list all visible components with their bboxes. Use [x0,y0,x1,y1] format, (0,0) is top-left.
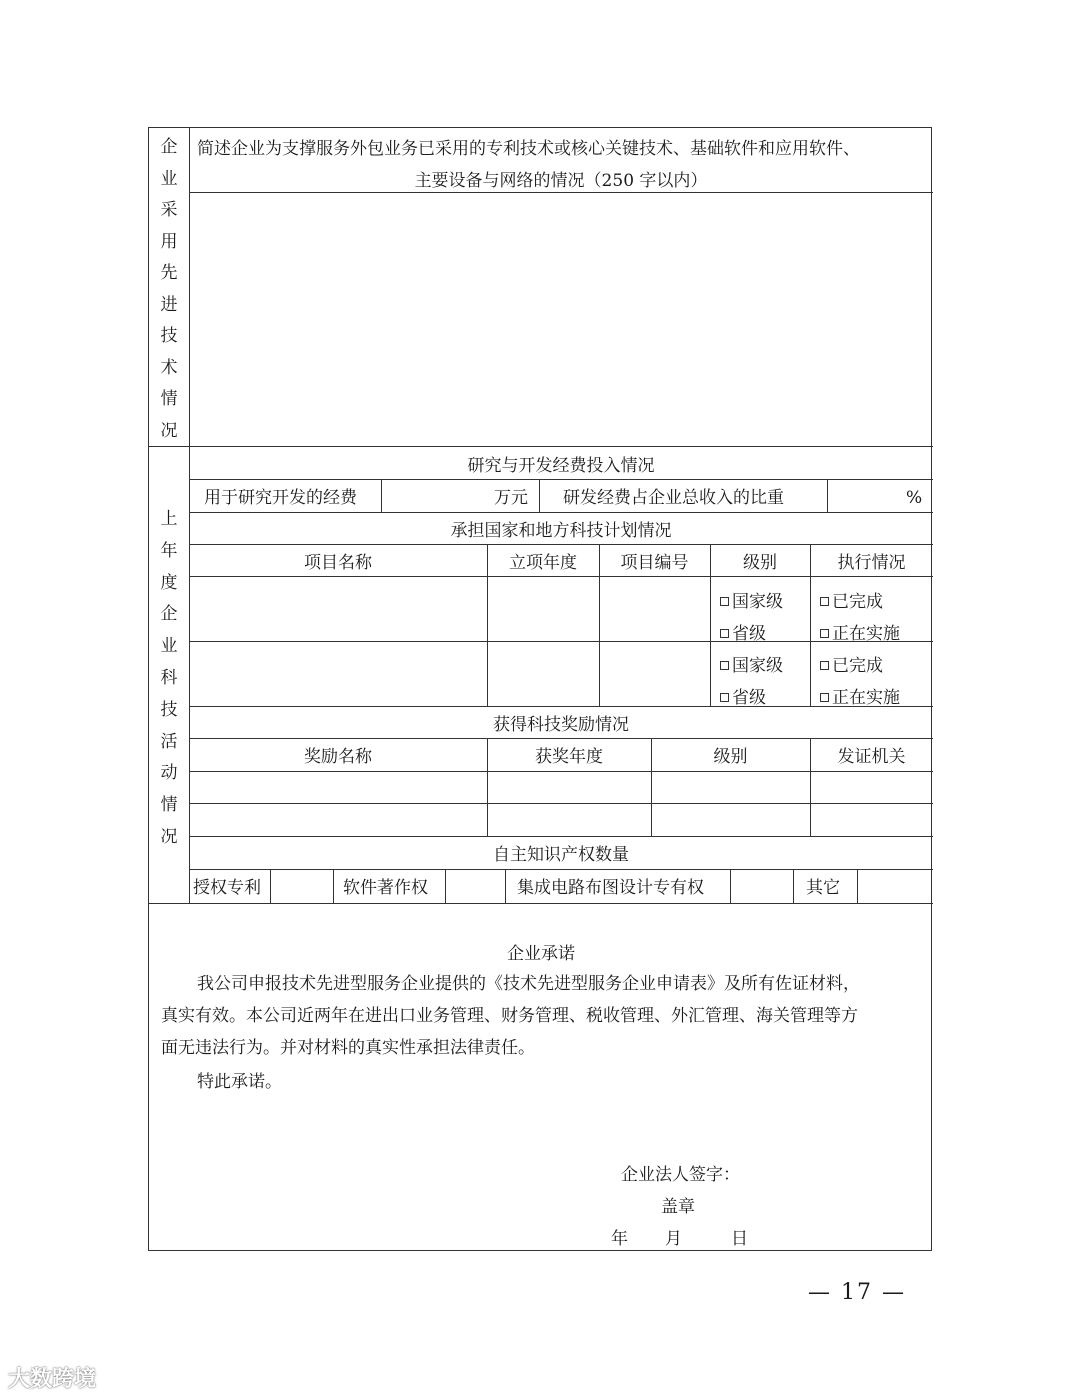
tech-side-char: 技 [160,326,178,346]
activity-side-label [149,504,189,854]
rd-ratio-label: 研发经费占企业总收入的比重 [563,488,784,508]
plan-header-level: 级别 [743,553,777,573]
page-number: — 17 — [808,1280,906,1305]
plan-row2-level-national-checkbox[interactable] [720,651,783,676]
commitment-title: 企业承诺 [507,944,575,964]
application-form-table [148,127,932,1251]
activity-side-char: 技 [160,699,178,720]
tech-side-char: 况 [160,420,178,441]
award-header-year: 获奖年度 [535,747,603,767]
award-title: 获得科技奖励情况 [493,715,629,735]
plan-row2-status-ongoing-label: 正在实施 [832,688,900,708]
plan-row2-level-provincial-checkbox[interactable] [720,683,766,708]
seal-label: 盖章 [661,1197,695,1217]
award-row1[interactable] [190,772,932,802]
activity-side-char: 业 [160,636,178,657]
plan-header-year: 立项年度 [509,553,577,573]
plan-row2-level-national-label: 国家级 [732,656,783,676]
plan-row1-status-done-checkbox[interactable] [820,587,883,612]
tech-side-char: 进 [160,294,178,315]
plan-row2-status-ongoing-checkbox[interactable] [820,683,900,708]
plan-row2-level-provincial-label: 省级 [732,688,766,708]
tech-side-char: 先 [160,263,178,283]
award-row2[interactable] [190,804,932,835]
commitment-line3: 面无违法行为。并对材料的真实性承担法律责任。 [161,1038,535,1058]
plan-header-status: 执行情况 [837,553,906,573]
rd-title: 研究与开发经费投入情况 [467,456,655,476]
tech-side-char: 企 [160,137,178,157]
rd-ratio-unit: % [906,488,923,508]
tech-side-char: 业 [160,168,178,189]
activity-side-char: 年 [160,540,178,561]
ip-software-label: 软件著作权 [343,878,428,898]
activity-side-char: 上 [160,509,178,529]
commitment-line2: 真实有效。本公司近两年在进出口业务管理、财务管理、税收管理、外汇管理、海关管理等方 [161,1006,858,1026]
plan-row1-status-done-label: 已完成 [832,592,883,612]
watermark-logo: 大数跨境 [8,1367,97,1392]
rd-ratio-input[interactable] [828,480,903,512]
tech-side-char: 术 [160,357,178,378]
commitment-line4: 特此承诺。 [197,1072,282,1092]
plan-header-name: 项目名称 [304,553,372,573]
activity-side-char: 活 [160,731,178,752]
activity-side-char: 情 [160,795,178,816]
ip-title: 自主知识产权数量 [493,845,629,865]
date-month-label: 月 [665,1229,682,1249]
tech-prompt-line1: 简述企业为支撑服务外包业务已采用的专利技术或核心关键技术、基础软件和应用软件、 [197,139,860,159]
commitment-line1: 我公司申报技术先进型服务企业提供的《技术先进型服务企业申请表》及所有佐证材料， [197,974,860,994]
legal-rep-signature-label: 企业法人签字： [621,1165,740,1185]
ip-other-label: 其它 [806,878,840,898]
plan-row1-status-ongoing-label: 正在实施 [832,624,900,644]
award-header-name: 奖励名称 [304,747,372,767]
rd-funds-unit: 万元 [494,488,528,508]
tech-side-char: 采 [160,200,178,220]
plan-row1-level-provincial-label: 省级 [732,624,766,644]
activity-side-char: 动 [160,763,178,784]
tech-side-char: 用 [160,231,178,252]
ip-ic-layout-label: 集成电路布图设计专有权 [517,878,704,898]
plan-title: 承担国家和地方科技计划情况 [450,521,672,541]
rd-funds-label: 用于研究开发的经费 [204,488,357,508]
activity-side-char: 况 [160,826,178,847]
date-day-label: 日 [731,1229,748,1249]
plan-header-number: 项目编号 [620,553,689,573]
plan-row2-status-done-checkbox[interactable] [820,651,883,676]
activity-side-char: 科 [160,667,178,688]
activity-side-char: 度 [160,572,178,593]
tech-description-area[interactable] [190,193,932,446]
activity-side-char: 企 [160,604,178,625]
award-header-level: 级别 [713,747,748,767]
tech-side-label [149,132,189,447]
award-header-issuer: 发证机关 [837,747,906,767]
plan-row2-status-done-label: 已完成 [832,656,883,676]
plan-row1-level-national-label: 国家级 [732,592,783,612]
plan-row1-level-national-checkbox[interactable] [720,587,783,612]
rd-funds-input[interactable] [382,480,492,512]
tech-prompt-line2: 主要设备与网络的情况（250 字以内） [414,171,708,191]
tech-side-char: 情 [160,389,178,409]
ip-patent-label: 授权专利 [193,878,261,898]
date-year-label: 年 [611,1229,628,1249]
